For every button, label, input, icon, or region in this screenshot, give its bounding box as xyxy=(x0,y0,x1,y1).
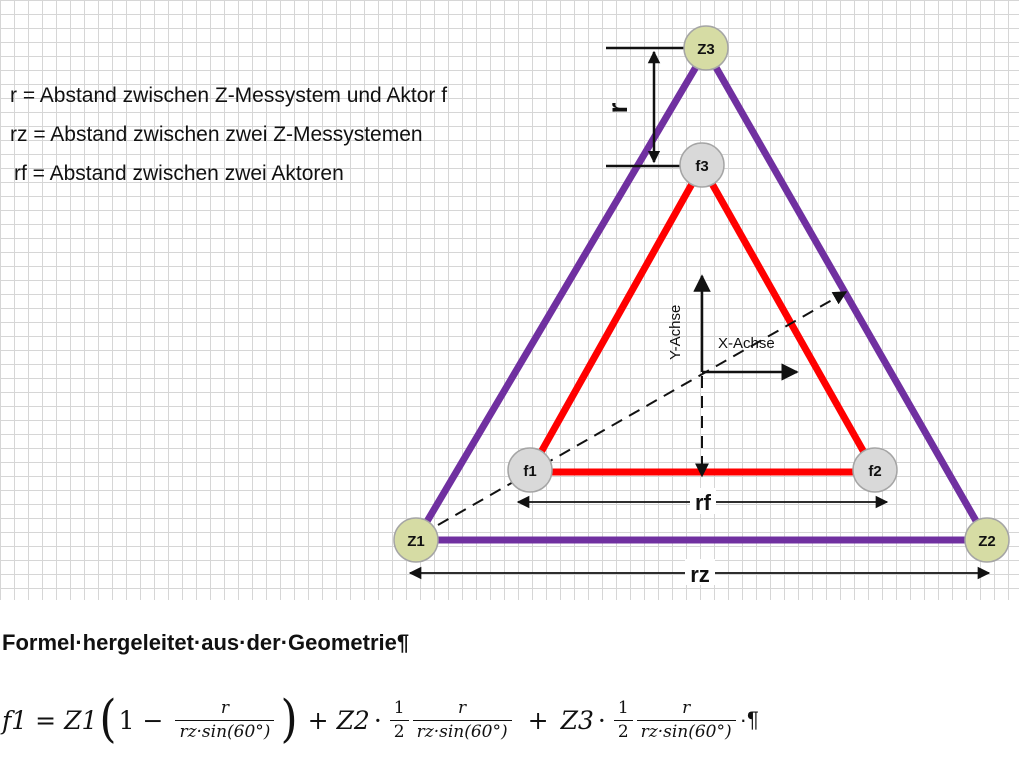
svg-text:Z3: Z3 xyxy=(697,41,715,58)
fraction-2 xyxy=(413,699,512,741)
dashed-diagonal xyxy=(438,292,846,525)
inner-edge-right xyxy=(702,166,874,470)
formula-lhs: f1 xyxy=(2,705,28,735)
fraction-3-num: r xyxy=(682,697,691,718)
node-f3 xyxy=(680,143,724,187)
y-axis-label: Y-Achse xyxy=(667,304,684,360)
fraction-half-2-num: 1 xyxy=(617,697,629,718)
svg-text:f2: f2 xyxy=(868,463,882,480)
legend-r: r = Abstand zwischen Z-Messystem und Aktor f xyxy=(10,84,448,107)
formula xyxy=(2,690,1002,750)
r-label: r xyxy=(602,102,633,114)
legend-rz: rz = Abstand zwischen zwei Z-Messystemen xyxy=(10,123,423,146)
x-axis-label: X-Achse xyxy=(718,335,775,352)
fraction-2-num: r xyxy=(458,697,467,718)
svg-text:f3: f3 xyxy=(695,158,709,175)
fraction-half-1-num: 1 xyxy=(393,697,405,718)
fraction-1 xyxy=(175,699,274,741)
formula-z3: Z3 xyxy=(560,705,594,735)
node-f1 xyxy=(508,448,552,492)
formula-eq: = xyxy=(35,705,57,735)
fraction-half-1-den: 2 xyxy=(390,720,409,742)
rz-label: rz xyxy=(690,562,710,587)
fraction-1-den: rz·sin(60°) xyxy=(175,720,274,742)
legend-rf: rf = Abstand zwischen zwei Aktoren xyxy=(14,162,344,185)
formula-dot-2: · xyxy=(597,705,606,735)
formula-one: 1 xyxy=(118,705,135,735)
formula-tail: ·¶ xyxy=(739,707,759,732)
paren-close: ) xyxy=(280,690,298,749)
fraction-2-den: rz·sin(60°) xyxy=(413,720,512,742)
fraction-3 xyxy=(637,699,736,741)
rf-label: rf xyxy=(695,490,711,515)
formula-plus-1: + xyxy=(307,705,329,735)
formula-z1: Z1 xyxy=(64,705,98,735)
svg-text:Z2: Z2 xyxy=(978,533,996,550)
fraction-3-den: rz·sin(60°) xyxy=(637,720,736,742)
formula-heading: Formel·hergeleitet·aus·der·Geometrie¶ xyxy=(2,630,410,655)
node-f2 xyxy=(853,448,897,492)
outer-edge-right xyxy=(706,50,987,540)
fraction-half-2 xyxy=(614,699,633,741)
svg-text:f1: f1 xyxy=(523,463,537,480)
node-Z3 xyxy=(684,26,728,70)
formula-dot-1: · xyxy=(373,705,382,735)
outer-edge-left xyxy=(416,50,709,540)
fraction-half-2-den: 2 xyxy=(614,720,633,742)
paren-open: ( xyxy=(99,690,117,749)
formula-plus-2: + xyxy=(527,705,549,735)
formula-z2: Z2 xyxy=(336,705,370,735)
node-Z1 xyxy=(394,518,438,562)
formula-minus: − xyxy=(142,705,164,735)
node-Z2 xyxy=(965,518,1009,562)
svg-text:Z1: Z1 xyxy=(407,533,425,550)
fraction-1-num: r xyxy=(220,697,229,718)
fraction-half-1 xyxy=(390,699,409,741)
